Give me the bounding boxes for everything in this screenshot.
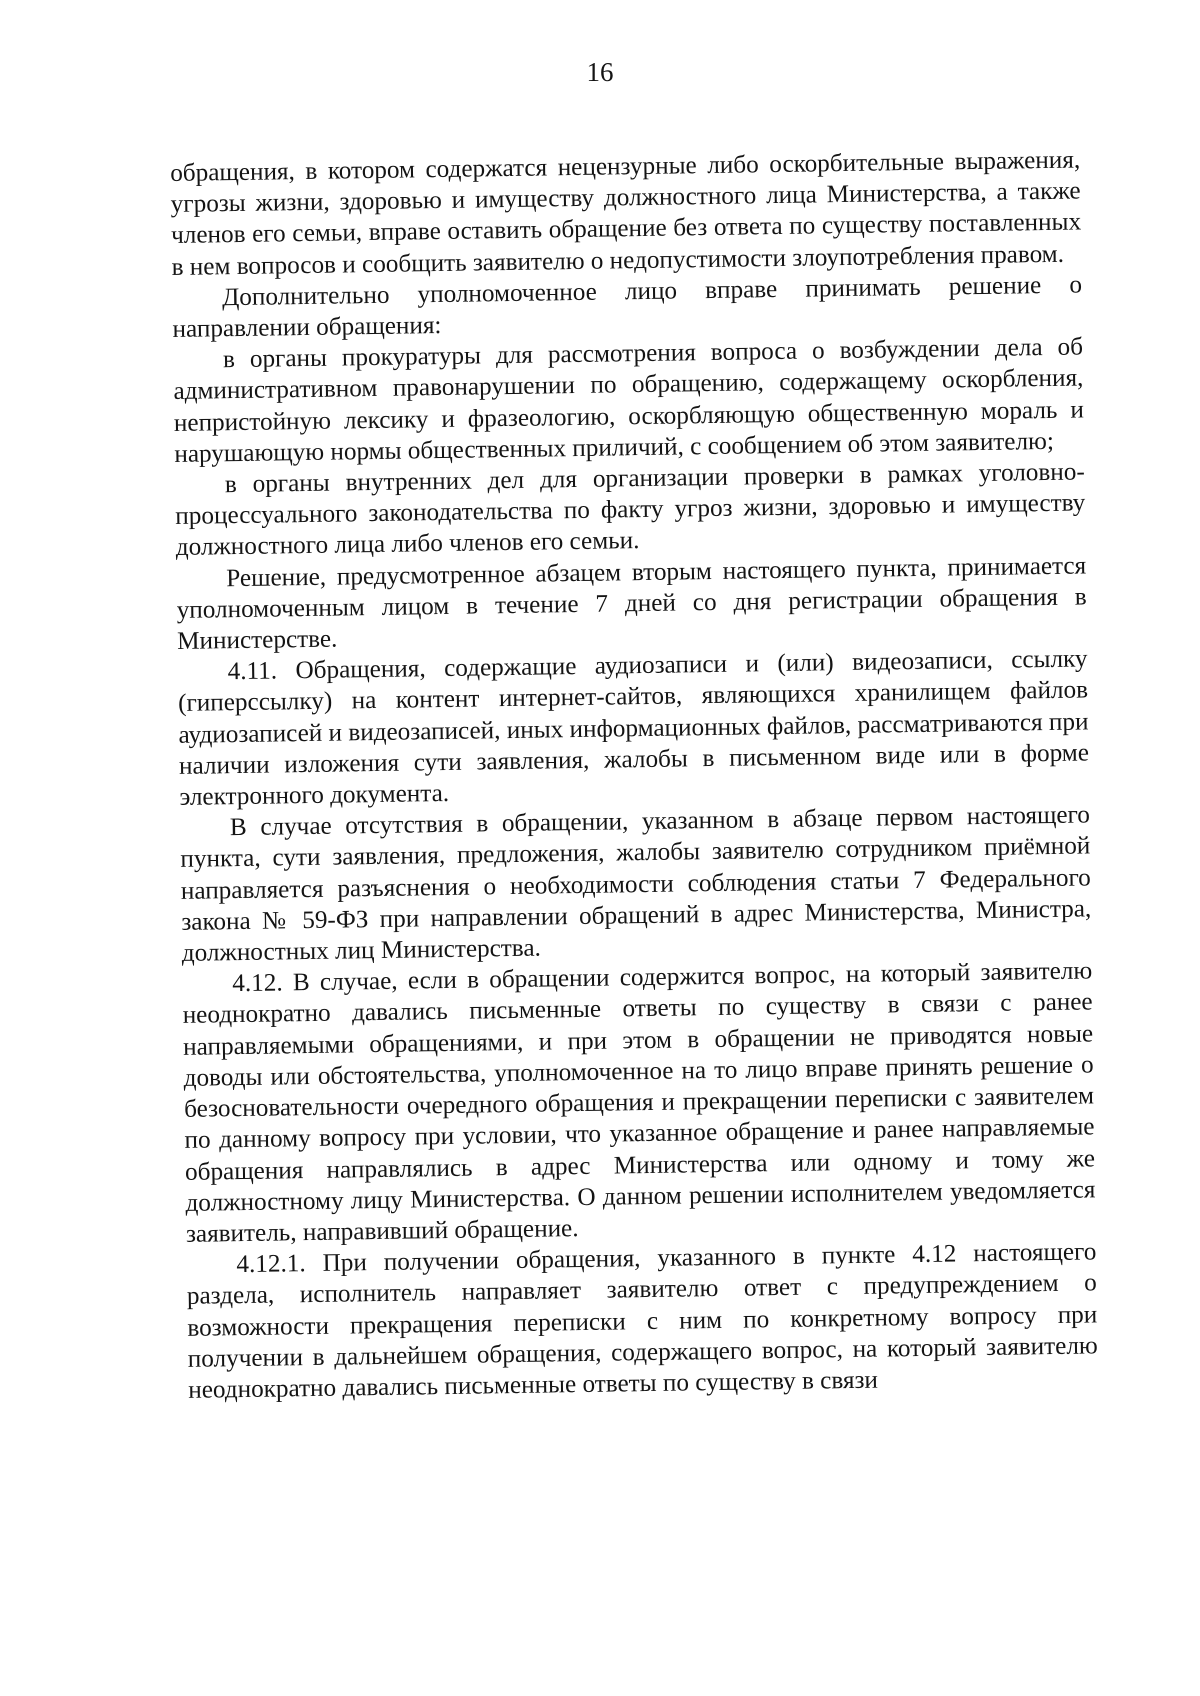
paragraph-9: 4.12.1. При получении обращения, указанного в пункте 4.12 настоящего раздела, исполнитель направляет заявителю ответ с предупреждением о возможности прекращения переписки с ним по конкретному вопросу при получении в дальнейшем обращения, содержащего вопрос, на который заявителю неоднократно давались письменные ответы по существу в связи xyxy=(186,1238,1098,1404)
paragraph-2: Дополнительно уполномоченное лицо вправе принимать решение о направлении обращения: xyxy=(172,271,1083,343)
paragraph-8: 4.12. В случае, если в обращении содержится вопрос, на который заявителю неоднократно давались письменные ответы по существу в связи с ранее направляемыми обращениями, и при этом в обращении не приводятся новые доводы или обстоятельства, уполномоченное на то лицо вправе принять решение о безосновательности очередного обращения и прекращении переписки с заявителем по данному вопросу при условии, что указанное обращение и ранее направляемые обращения направлялись в адрес Министерства или одному и тому же должностному лицу Министерства. О данном решении исполнителем уведомляется заявитель, направивший обращение. xyxy=(182,957,1096,1248)
document-body xyxy=(170,145,1098,1406)
page-number: 16 xyxy=(586,57,614,87)
paragraph-6: 4.11. Обращения, содержащие аудиозаписи и (или) видеозаписи, ссылку (гиперссылку) на контент интернет-сайтов, являющихся хранилищем файлов аудиозаписей и видеозаписей, иных информационных файлов, рассматриваются при наличии изложения сути заявления, жалобы в письменном виде или в форме электронного документа. xyxy=(177,645,1090,811)
paragraph-3: в органы прокуратуры для рассмотрения вопроса о возбуждении дела об административном правонарушении по обращению, содержащему оскорбления, непристойную лексику и фразеологию, оскорбляющую общественную мораль и нарушающую нормы общественных приличий, с сообщением об этом заявителю; xyxy=(173,333,1085,468)
paragraph-5: Решение, предусмотренное абзацем вторым настоящего пункта, принимается уполномоченным лицом в течение 7 дней со дня регистрации обращения в Министерстве. xyxy=(176,552,1087,655)
paragraph-1: обращения, в котором содержатся нецензурные либо оскорбительные выражения, угрозы жизни, здоровью и имуществу должностного лица Министерства, а также членов его семьи, вправе оставить обращение без ответа по существу поставленных в нем вопросов и сообщить заявителю о недопустимости злоупотребления правом. xyxy=(170,146,1082,281)
paragraph-7: В случае отсутствия в обращении, указанном в абзаце первом настоящего пункта, сути заявления, предложения, жалобы заявителю сотрудником приёмной направляется разъяснения о необходимости соблюдения статьи 7 Федерального закона № 59-ФЗ при направлении обращений в адрес Министерства, Министра, должностных лиц Министерства. xyxy=(180,801,1092,967)
paragraph-4: в органы внутренних дел для организации проверки в рамках уголовно-процессуального законодательства по факту угроз жизни, здоровью и имуществу должностного лица либо членов его семьи. xyxy=(175,458,1086,562)
